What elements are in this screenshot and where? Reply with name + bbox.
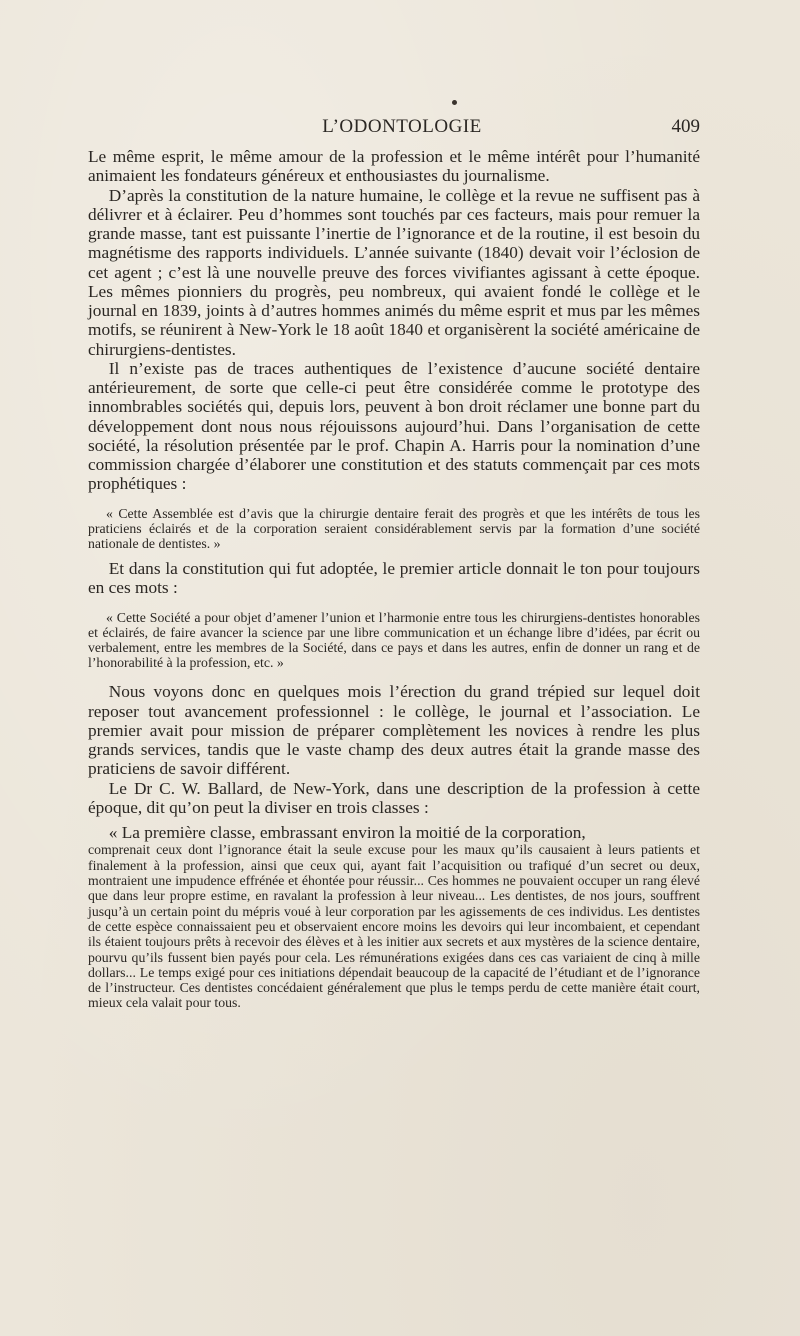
paragraph: D’après la constitution de la nature humaine, le collège et la revue ne suffisent pas à délivrer et à éclairer. Peu d’hommes sont touchés par ces facteurs, mais pour remuer la grande masse, tant est puissante l’inertie de l’ignorance et de la routine, il est besoin du magnétisme des rapports individuels. L’année suivante (1840) devait voir l’éclosion de cet agent ; c’est là une nouvelle preuve des forces vivifiantes agissant à cette époque. Les mêmes pionniers du progrès, peu nombreux, qui avaient fondé le collège et le journal en 1839, joints à d’autres hommes animés du même esprit et mus par les mêmes motifs, se réunirent à New-York le 18 août 1840 et organisèrent la société américaine de chirurgiens-dentistes. [88, 185, 700, 359]
quote-opening-line: « La première classe, embrassant environ la moitié de la corporation, [108, 823, 586, 843]
ink-dot [452, 100, 457, 105]
paragraph: Le Dr C. W. Ballard, de New-York, dans une description de la profession à cette époque, dit qu’on peut la diviser en trois classes : [88, 778, 700, 817]
block-quote: comprenait ceux dont l’ignorance était la seule excuse pour les maux qu’ils causaient à leurs patients et finalement à la profession, ainsi que ceux qui, ayant fait l’acquisition ou trafiqué d’un secret ou deux, montraient une impudence effrénée et éhontée pour réussir... Ces hommes ne pouvaient occuper un rang élevé que dans leur propre estime, en ravalant la profession à leur niveau... Les dentistes, de nos jours, souffrent jusqu’à un certain point du mépris voué à leur corporation par les agissements de ces individus. Les dentistes de cette espèce connaissaient peu et observaient encore moins les devoirs qui leur incombaient, et cependant ils étaient toujours prêts à recevoir des élèves et à les initier aux secrets et aux mystères de la science dentaire, pourvu qu’ils fussent bien payés pour cela. Les rémunérations exigées dans ces cas variaient de cinq à mille dollars... Le temps exigé pour ces initiations dépendait beaucoup de la capacité de l’étudiant et de l’ignorance de l’instructeur. Ces dentistes concédaient généralement que plus le temps perdu de cette manière était court, mieux cela valait pour tous. [88, 842, 700, 1011]
page-body [88, 147, 700, 1011]
running-title: L’ODONTOLOGIE [322, 116, 482, 137]
paragraph: Et dans la constitution qui fut adoptée, le premier article donnait le ton pour toujours en ces mots : [88, 559, 700, 598]
block-quote: « Cette Société a pour objet d’amener l’union et l’harmonie entre tous les chirurgiens-dentistes honorables et éclairés, de faire avancer la science par une libre communication et un échange libre d’idées, par écrit ou verbalement, entre les membres de la Société, dans ce pays et dans les autres, enfin de donner un rang et de l’honorabilité à la profession, etc. » [88, 609, 700, 671]
block-quote: « Cette Assemblée est d’avis que la chirurgie dentaire ferait des progrès et que les intérêts de tous les praticiens éclairés et de la corporation seraient considérablement servis par la formation d’une société nationale de dentistes. » [88, 505, 700, 551]
paragraph: Nous voyons donc en quelques mois l’érection du grand trépied sur lequel doit reposer tout avancement professionnel : le collège, le journal et l’association. Le premier avait pour mission de préparer complètement les novices à rendre les plus grands services, tandis que le vaste champ des deux autres était la grande masse des praticiens de savoir différent. [88, 682, 700, 779]
paragraph: Il n’existe pas de traces authentiques de l’existence d’aucune société dentaire antérieurement, de sorte que celle-ci peut être considérée comme le prototype des innombrables sociétés qui, depuis lors, peuvent à bon droit réclamer une bonne part du développement dont nous nous réjouissons aujourd’hui. Dans l’organisation de cette société, la résolution présentée par le prof. Chapin A. Harris pour la nomination d’une commission chargée d’élaborer une constitution et des statuts commençait par ces mots prophétiques : [88, 358, 700, 494]
paragraph: Le même esprit, le même amour de la profession et le même intérêt pour l’humanité animaient les fondateurs généreux et enthousiastes du journalisme. [88, 147, 700, 186]
page-number: 409 [671, 116, 700, 137]
page-header [88, 116, 700, 140]
